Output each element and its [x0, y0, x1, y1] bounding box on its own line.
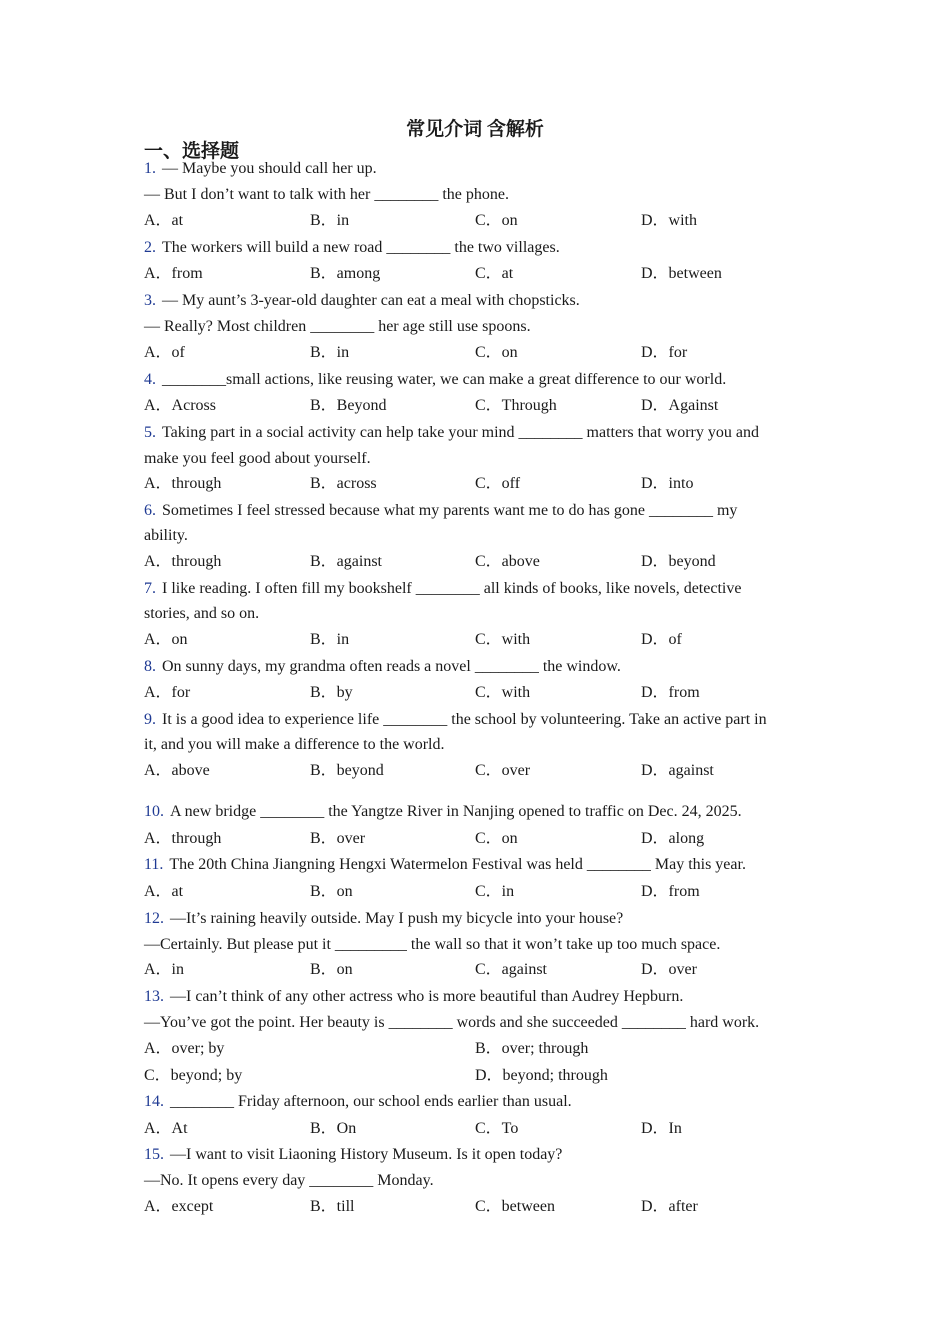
option-a[interactable]: A．in: [144, 961, 185, 978]
question-6-line-2: ability.: [144, 527, 188, 544]
option-b[interactable]: B．On: [310, 1120, 357, 1137]
option-a[interactable]: A．at: [144, 212, 184, 229]
option-b[interactable]: B．in: [310, 212, 350, 229]
question-1-line-2: — But I don’t want to talk with her ________ the phone.: [144, 186, 509, 203]
question-15-line-2: —No. It opens every day ________ Monday.: [144, 1172, 434, 1189]
option-d[interactable]: D．Against: [641, 397, 719, 414]
question-14-line-1: 14. ________ Friday afternoon, our school ends earlier than usual.: [144, 1093, 572, 1110]
option-d[interactable]: D．In: [641, 1120, 682, 1137]
question-13-line-1: 13. —I can’t think of any other actress who is more beautiful than Audrey Hepburn.: [144, 988, 684, 1005]
question-5-line-2: make you feel good about yourself.: [144, 450, 371, 467]
question-8-line-1: 8. On sunny days, my grandma often reads a novel ________ the window.: [144, 658, 621, 675]
question-3-line-2: — Really? Most children ________ her age still use spoons.: [144, 318, 531, 335]
option-a[interactable]: A．through: [144, 830, 222, 847]
question-10-line-1: 10. A new bridge ________ the Yangtze River in Nanjing opened to traffic on Dec. 24, 2025.: [144, 803, 742, 820]
question-number: 9.: [144, 711, 156, 728]
option-c[interactable]: C．with: [475, 684, 531, 701]
question-7-line-1: 7. I like reading. I often fill my bookshelf ________ all kinds of books, like novels, detective: [144, 580, 742, 597]
option-c[interactable]: C．on: [475, 344, 518, 361]
option-b[interactable]: B．across: [310, 475, 377, 492]
option-d[interactable]: D．after: [641, 1198, 698, 1215]
question-9-line-2: it, and you will make a difference to the world.: [144, 736, 445, 753]
option-b[interactable]: B．against: [310, 553, 382, 570]
question-15-line-1: 15. —I want to visit Liaoning History Museum. Is it open today?: [144, 1146, 563, 1163]
option-a[interactable]: A．through: [144, 475, 222, 492]
question-number: 13.: [144, 988, 164, 1005]
option-d[interactable]: D．from: [641, 684, 700, 701]
option-c[interactable]: C．between: [475, 1198, 555, 1215]
question-number: 7.: [144, 580, 156, 597]
option-c[interactable]: C．on: [475, 830, 518, 847]
option-d[interactable]: D．for: [641, 344, 688, 361]
option-a[interactable]: A．for: [144, 684, 191, 701]
question-number: 14.: [144, 1093, 164, 1110]
question-11-line-1: 11. The 20th China Jiangning Hengxi Watermelon Festival was held ________ May this year.: [144, 856, 746, 873]
question-1-line-1: 1. — Maybe you should call her up.: [144, 160, 377, 177]
question-6-line-1: 6. Sometimes I feel stressed because what my parents want me to do has gone ________ my: [144, 502, 738, 519]
option-c[interactable]: C．at: [475, 265, 514, 282]
option-a[interactable]: A．over; by: [144, 1040, 225, 1057]
option-c[interactable]: C．against: [475, 961, 547, 978]
option-b[interactable]: B．among: [310, 265, 381, 282]
option-c[interactable]: C．in: [475, 883, 515, 900]
option-d[interactable]: D．between: [641, 265, 722, 282]
option-c[interactable]: C．To: [475, 1120, 519, 1137]
question-12-line-1: 12. —It’s raining heavily outside. May I push my bicycle into your house?: [144, 910, 624, 927]
option-c[interactable]: C．above: [475, 553, 540, 570]
option-a[interactable]: A．from: [144, 265, 203, 282]
option-a[interactable]: A．on: [144, 631, 188, 648]
question-4-line-1: 4. ________small actions, like reusing water, we can make a great difference to our world.: [144, 371, 727, 388]
question-5-line-1: 5. Taking part in a social activity can help take your mind ________ matters that worry you and: [144, 424, 759, 441]
option-b[interactable]: B．on: [310, 961, 353, 978]
question-number: 10.: [144, 803, 164, 820]
option-d[interactable]: D．along: [641, 830, 705, 847]
question-number: 12.: [144, 910, 164, 927]
option-b[interactable]: B．in: [310, 631, 350, 648]
option-a[interactable]: A．through: [144, 553, 222, 570]
question-7-line-2: stories, and so on.: [144, 605, 260, 622]
question-number: 15.: [144, 1146, 164, 1163]
question-number: 3.: [144, 292, 156, 309]
option-c[interactable]: C．off: [475, 475, 521, 492]
page-title: 常见介词 含解析: [406, 119, 544, 140]
option-d[interactable]: D．beyond: [641, 553, 716, 570]
option-a[interactable]: A．of: [144, 344, 185, 361]
section-heading: 一、选择题: [144, 141, 240, 162]
question-number: 11.: [144, 856, 164, 873]
option-d[interactable]: D．over: [641, 961, 697, 978]
question-number: 4.: [144, 371, 156, 388]
option-a[interactable]: A．above: [144, 762, 210, 779]
option-b[interactable]: B．Beyond: [310, 397, 387, 414]
option-c[interactable]: C．with: [475, 631, 531, 648]
question-number: 5.: [144, 424, 156, 441]
option-b[interactable]: B．over; through: [475, 1040, 589, 1057]
option-a[interactable]: A．except: [144, 1198, 214, 1215]
question-number: 1.: [144, 160, 156, 177]
option-c[interactable]: C．over: [475, 762, 531, 779]
option-b[interactable]: B．till: [310, 1198, 355, 1215]
question-9-line-1: 9. It is a good idea to experience life ________ the school by volunteering. Take an active part in: [144, 711, 767, 728]
option-c[interactable]: C．on: [475, 212, 518, 229]
option-d[interactable]: D．of: [641, 631, 682, 648]
option-a[interactable]: A．At: [144, 1120, 188, 1137]
question-13-line-2: —You’ve got the point. Her beauty is ________ words and she succeeded ________ hard work.: [144, 1014, 760, 1031]
option-b[interactable]: B．in: [310, 344, 350, 361]
question-2-line-1: 2. The workers will build a new road ________ the two villages.: [144, 239, 560, 256]
question-number: 6.: [144, 502, 156, 519]
option-a[interactable]: A．at: [144, 883, 184, 900]
option-b[interactable]: B．by: [310, 684, 353, 701]
option-c[interactable]: C．beyond; by: [144, 1067, 243, 1084]
question-12-line-2: —Certainly. But please put it _________ the wall so that it won’t take up too much space.: [144, 936, 721, 953]
option-d[interactable]: D．with: [641, 212, 698, 229]
option-a[interactable]: A．Across: [144, 397, 216, 414]
option-d[interactable]: D．beyond; through: [475, 1067, 608, 1084]
option-c[interactable]: C．Through: [475, 397, 557, 414]
option-d[interactable]: D．from: [641, 883, 700, 900]
option-b[interactable]: B．over: [310, 830, 366, 847]
question-number: 2.: [144, 239, 156, 256]
option-b[interactable]: B．beyond: [310, 762, 384, 779]
option-d[interactable]: D．against: [641, 762, 714, 779]
question-3-line-1: 3. — My aunt’s 3-year-old daughter can eat a meal with chopsticks.: [144, 292, 580, 309]
question-number: 8.: [144, 658, 156, 675]
option-b[interactable]: B．on: [310, 883, 353, 900]
option-d[interactable]: D．into: [641, 475, 694, 492]
